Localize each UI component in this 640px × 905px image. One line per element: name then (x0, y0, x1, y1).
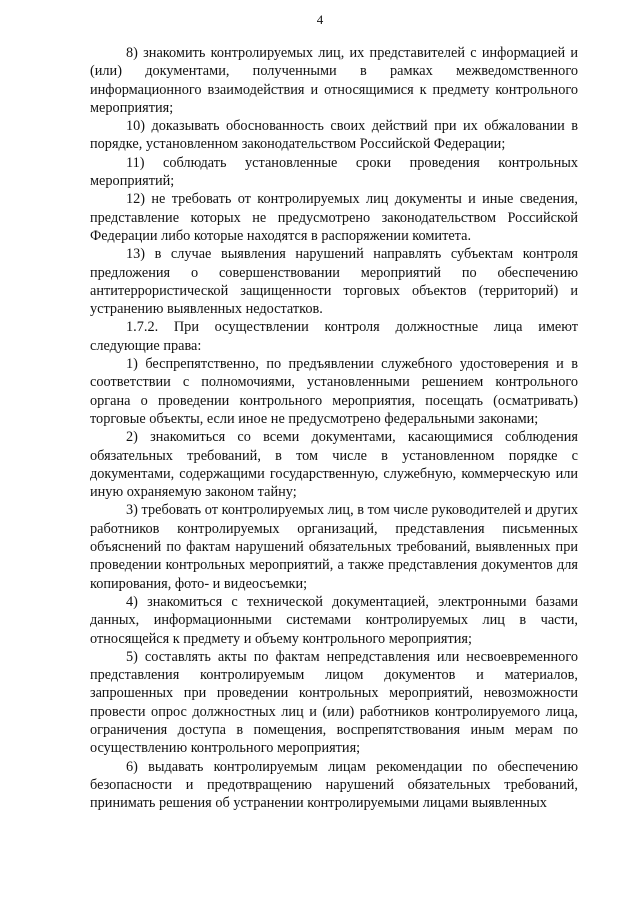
paragraph-11: 11) соблюдать установленные сроки проведения контрольных мероприятий; (90, 154, 578, 190)
right-item-3: 3) требовать от контролируемых лиц, в том числе руководителей и других работников контролируемых организаций, представления письменных объяснений по фактам нарушений обязательных требований, выявленных при проведении контрольных мероприятий, а также представления документов для копирования, фото- и видеосъемки; (90, 502, 578, 592)
page-number: 4 (316, 12, 324, 27)
paragraph-12: 12) не требовать от контролируемых лиц документы и иные сведения, представление которых не предусмотрено законодательством Российской Федерации либо которые находятся в распоряжении комитета. (90, 191, 578, 244)
paragraph-8: 8) знакомить контролируемых лиц, их представителей с информацией и (или) документами, полученными в рамках межведомственного информационного взаимодействия и относящимися к предмету контрольного мероприятия; (90, 45, 578, 116)
right-item-5: 5) составлять акты по фактам непредставления или несвоевременного представления контролируемым лицом документов и материалов, запрошенных при проведении контрольных мероприятий, невозможности провести опрос должностных лиц и (или) работников контролируемого лица, ограничения доступа в помещения, воспрепятствования иным мерам по осуществлению контрольного мероприятия; (90, 648, 578, 757)
paragraph-10: 10) доказывать обоснованность своих действий при их обжаловании в порядке, установленном законодательством Российской Федерации; (90, 118, 578, 153)
right-item-4: 4) знакомиться с технической документацией, электронными базами данных, информационными системами контролируемых лиц в части, относящейся к предмету и объему контрольного мероприятия; (90, 593, 578, 647)
right-item-1: 1) беспрепятственно, по предъявлении служебного удостоверения и в соответствии с полномочиями, установленными решением контрольного органа о проведении контрольного мероприятия, посещать (осматривать) торговые объекты, если иное не предусмотрено федеральными законами; (90, 356, 578, 427)
section-1-7-2-heading: 1.7.2. При осуществлении контроля должностные лица имеют следующие права: (90, 319, 578, 354)
right-item-6: 6) выдавать контролируемым лицам рекомендации по обеспечению безопасности и предотвращению нарушений обязательных требований, принимать решения об устранении контролируемыми лицами выявленных (90, 758, 578, 812)
right-item-2: 2) знакомиться со всеми документами, касающимися соблюдения обязательных требований, в том числе в установленном порядке с документами, содержащими государственную, служебную, коммерческую или иную охраняемую законом тайну; (90, 429, 578, 501)
document-body (90, 44, 578, 812)
paragraph-13: 13) в случае выявления нарушений направлять субъектам контроля предложения о совершенствовании мероприятий по обеспечению антитеррористической защищенности торговых объектов (территорий) и устранению выявленных недостатков. (90, 246, 578, 318)
